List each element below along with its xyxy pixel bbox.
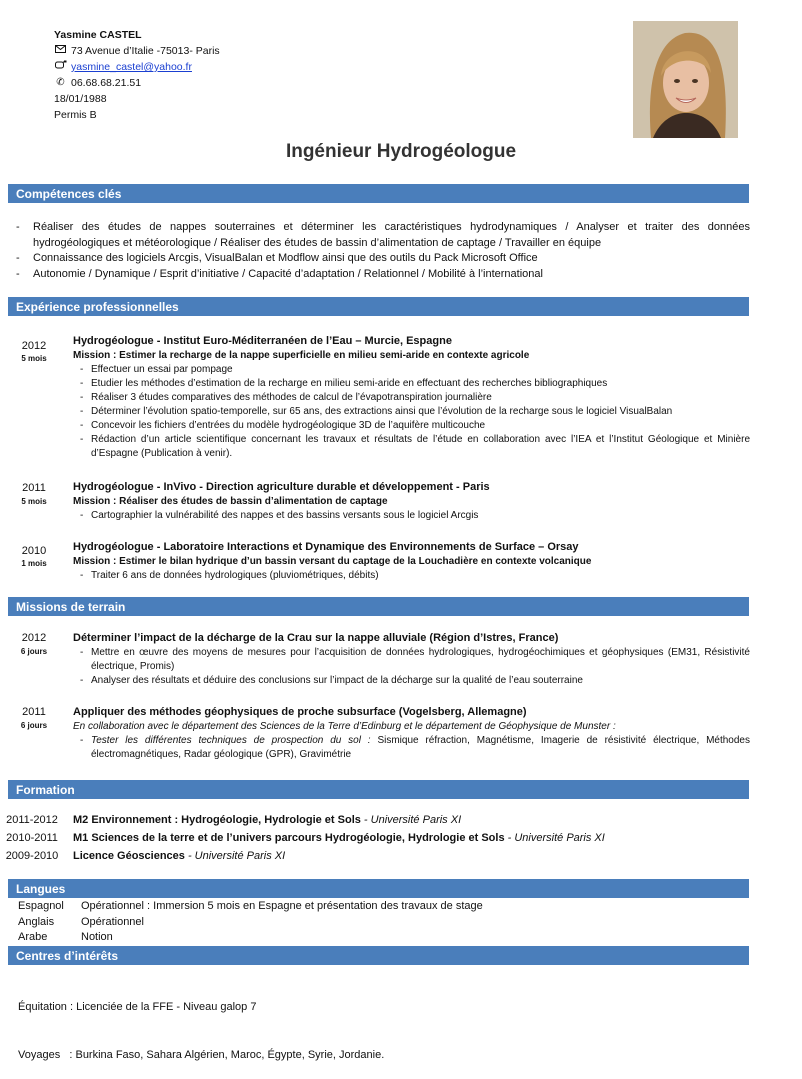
section-experience: Expérience professionnelles xyxy=(8,297,749,316)
mission-year: 2011 xyxy=(22,706,46,718)
experience-year: 2011 xyxy=(22,482,46,494)
language-name: Arabe xyxy=(18,931,48,943)
mission-year: 2012 xyxy=(21,632,47,644)
phone-icon: ✆ xyxy=(56,77,65,88)
list-item: - Autonomie / Dynamique / Esprit d’initiative / Capacité d’adaptation / Relationnel / Mobilité à l’international xyxy=(0,267,750,283)
task-lead: Tester les différentes techniques de prospection du sol : xyxy=(91,735,371,746)
experience-mission: Mission : Réaliser des études de bassin d’alimentation de captage xyxy=(73,496,388,507)
interest-item: Équitation : Licenciée de la FFE - Niveau galop 7 xyxy=(18,1001,257,1013)
list-item: - Réaliser 3 études comparatives des méthodes de calcul de l’évapotranspiration journalière xyxy=(73,391,750,405)
section-langues: Langues xyxy=(8,879,749,898)
cv-title: Ingénieur Hydrogéologue xyxy=(285,141,517,162)
section-interets: Centres d’intérêts xyxy=(8,946,749,965)
language-name: Espagnol xyxy=(18,900,64,912)
experience-tasks xyxy=(73,363,750,461)
profile-photo xyxy=(633,21,738,138)
mailbox-icon xyxy=(54,59,67,75)
mission-duration: 6 jours xyxy=(20,721,48,730)
envelope-icon xyxy=(54,43,67,59)
formation-degree: M2 Environnement : Hydrogéologie, Hydrologie et Sols xyxy=(73,814,361,826)
list-item: - Concevoir les fichiers d’entrées du modèle hydrogéologique 3D de l’aquifère multicouche xyxy=(73,419,750,433)
language-row xyxy=(18,900,483,912)
experience-mission: Mission : Estimer la recharge de la nappe superficielle en milieu semi-aride en contexte agricole xyxy=(73,350,530,361)
mission-entry xyxy=(73,705,750,762)
formation-years: 2009-2010 xyxy=(5,850,59,862)
list-item: - Etudier les méthodes d’estimation de la recharge en milieu semi-aride en effectuant des recherches bibliographiques xyxy=(73,377,750,391)
experience-tasks xyxy=(73,509,750,523)
address-row xyxy=(54,43,220,59)
mission-tasks xyxy=(73,734,750,762)
mission-note: En collaboration avec le département des Sciences de la Terre d’Edinburg et le département de Géophysique de Munster : xyxy=(73,721,616,732)
experience-heading: Hydrogéologue - InVivo - Direction agriculture durable et développement - Paris xyxy=(73,481,490,493)
section-competences: Compétences clés xyxy=(8,184,749,203)
experience-entry xyxy=(73,334,750,461)
language-row xyxy=(18,931,113,943)
mission-heading: Déterminer l’impact de la décharge de la Crau sur la nappe alluviale (Région d’Istres, France) xyxy=(73,632,559,644)
mission-tasks xyxy=(73,646,750,688)
experience-tasks xyxy=(73,569,750,583)
experience-duration: 1 mois xyxy=(21,559,47,568)
interests-list xyxy=(18,967,384,1079)
list-item: - Effectuer un essai par pompage xyxy=(73,363,750,377)
list-item xyxy=(73,734,750,762)
formation-degree: M1 Sciences de la terre et de l’univers parcours Hydrogéologie, Hydrologie et Sols xyxy=(73,832,505,844)
formation-school: - Université Paris XI xyxy=(184,850,286,862)
interest-item: Voyages : Burkina Faso, Sahara Algérien, Maroc, Égypte, Syrie, Jordanie. xyxy=(18,1049,385,1061)
experience-duration: 5 mois xyxy=(21,354,47,363)
list-item: - Réaliser des études de nappes souterraines et déterminer les caractéristiques hydrodynamiques / Analyser et traiter des données hydrogéologiques et météorologique / Réaliser des études de bassin d’alimentation de captage / Travailler en équipe xyxy=(0,220,750,251)
address: 73 Avenue d’Italie -75013- Paris xyxy=(71,45,220,57)
birthdate: 18/01/1988 xyxy=(54,93,107,105)
email-row xyxy=(54,59,220,75)
experience-entry xyxy=(73,480,750,523)
experience-heading: Hydrogéologue - Laboratoire Interactions et Dynamique des Environnements de Surface – Orsay xyxy=(73,541,579,553)
list-item: - Rédaction d’un article scientifique concernant les travaux et résultats de l’étude en collaboration avec l’IEA et l’Institut Géologique et Minière d’Espagne (Publication à venir). xyxy=(73,433,750,461)
language-level: Opérationnel : Immersion 5 mois en Espagne et présentation des travaux de stage xyxy=(81,900,483,912)
formation-school: - Université Paris XI xyxy=(504,832,605,844)
driving-permit: Permis B xyxy=(54,109,97,121)
experience-mission: Mission : Estimer le bilan hydrique d’un bassin versant du captage de la Louchadière en contexte volcanique xyxy=(73,556,592,567)
formation-school: - Université Paris XI xyxy=(360,814,462,826)
list-item: - Analyser des résultats et déduire des conclusions sur l’impact de la décharge sur la qualité de l’eau souterraine xyxy=(73,674,750,688)
phone: 06.68.68.21.51 xyxy=(71,77,142,89)
list-item: - Connaissance des logiciels Arcgis, VisualBalan et Modflow ainsi que des outils du Pack Microsoft Office xyxy=(0,251,750,267)
experience-heading: Hydrogéologue - Institut Euro-Méditerranéen de l’Eau – Murcie, Espagne xyxy=(73,335,452,347)
list-item: - Mettre en œuvre des moyens de mesures pour l’acquisition de données hydrologiques, hydrogéochimiques et géophysiques (EM31, Résistivité électrique, Promis) xyxy=(73,646,750,674)
mission-heading: Appliquer des méthodes géophysiques de proche subsurface (Vogelsberg, Allemagne) xyxy=(73,706,527,718)
language-row xyxy=(18,916,144,928)
list-item: - Traiter 6 ans de données hydrologiques (pluviométriques, débits) xyxy=(73,569,750,583)
language-level: Opérationnel xyxy=(81,916,144,928)
formation-degree: Licence Géosciences xyxy=(73,850,185,862)
section-formation: Formation xyxy=(8,780,749,799)
experience-entry xyxy=(73,540,750,583)
experience-duration: 5 mois xyxy=(21,497,47,506)
phone-row xyxy=(54,75,220,91)
list-item: - Cartographier la vulnérabilité des nappes et des bassins versants sous le logiciel Arcgis xyxy=(73,509,750,523)
task-rest: Sismique réfraction, Magnétisme, Imagerie de résistivité électrique, Méthodes électromagnétiques, Radar géologique (GPR), Gravimétrie xyxy=(91,735,750,760)
formation-years: 2010-2011 xyxy=(6,832,58,844)
formation-years: 2011-2012 xyxy=(6,814,58,826)
competences-list xyxy=(0,220,750,282)
language-level: Notion xyxy=(81,931,113,943)
mission-duration: 6 jours xyxy=(20,647,48,656)
experience-year: 2012 xyxy=(21,340,47,352)
mission-entry xyxy=(73,631,750,688)
candidate-name: Yasmine CASTEL xyxy=(54,29,142,41)
language-name: Anglais xyxy=(18,916,55,928)
list-item: - Déterminer l’évolution spatio-temporelle, sur 65 ans, des extractions ainsi que l’évolution de la recharge sous le logiciel VisualBalan xyxy=(73,405,750,419)
contact-block xyxy=(54,27,220,123)
section-missions: Missions de terrain xyxy=(8,597,749,616)
email-link[interactable]: yasmine_castel@yahoo.fr xyxy=(71,61,192,73)
experience-year: 2010 xyxy=(21,545,47,557)
